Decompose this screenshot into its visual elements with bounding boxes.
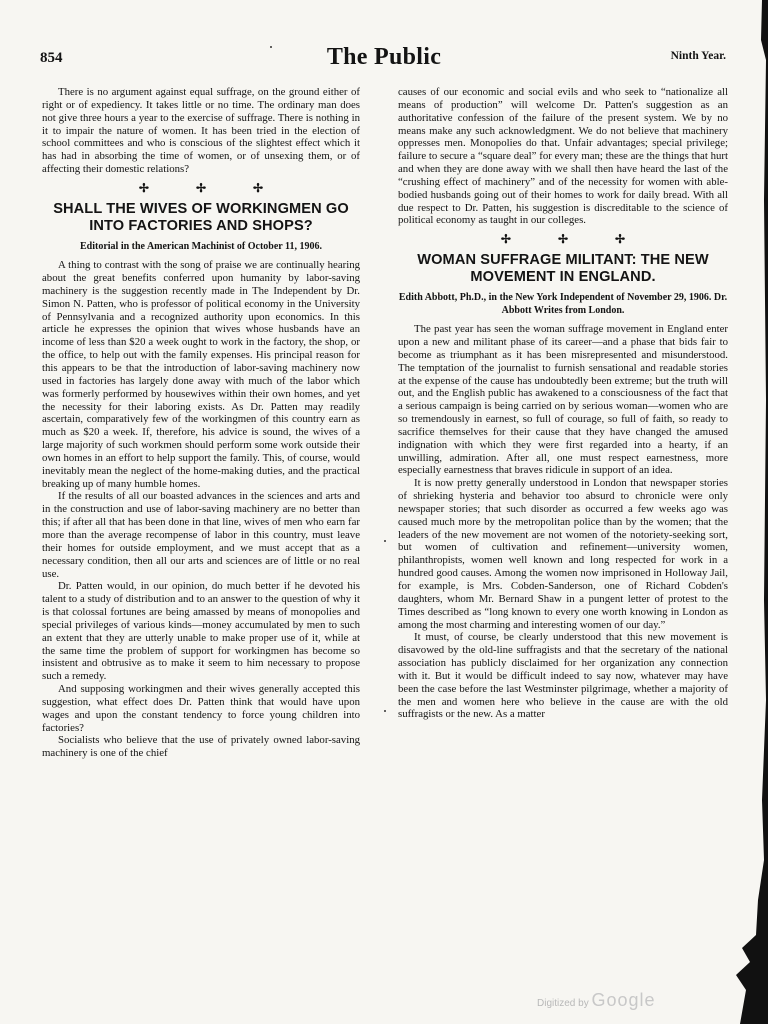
article-paragraph: It must, of course, be clearly understood that this new movement is disavowed by the old-line suffragists and that the secretary of the national association has publicly disclaimed for her organization any connection with it. But it would be difficult indeed to say now, whatever may have been the case before the last Westminster pilgrimage, whether a majority of the men and women here who believe in the cause are with the old suffragists or the new. As a matter <box>398 631 728 721</box>
section-divider: ✢ ✢ ✢ <box>500 232 648 247</box>
article-paragraph: Socialists who believe that the use of privately owned labor-saving machinery is one of the chief <box>42 734 360 760</box>
article-paragraph: If the results of all our boasted advances in the sciences and arts and in the construction and use of labor-saving machinery are no better than this; if after all that has been done in that line, wives of men who earn far more than the average recompense of labor in this country, must leave their homes for outside employment, and we must accept that as a necessary condition, then all our arts and sciences are of little or no real use. <box>42 490 360 580</box>
article-byline: Edith Abbott, Ph.D., in the New York Independent of November 29, 1906. Dr. Abbott Writes from London. <box>398 292 728 316</box>
ink-speck <box>270 46 272 48</box>
watermark-prefix: Digitized by <box>537 998 589 1009</box>
article-paragraph: A thing to contrast with the song of praise we are continually hearing about the great benefits conferred upon humanity by labor-saving machinery is the suggestion recently made in The Independent by Dr. Simon N. Patten, who is professor of political economy in the University of Pennsylvania and a recognized authority upon economics. In this article he expresses the opinion that wives whose husbands have an income of less than $20 a week ought to work in the factory, the shop, or the office, to help out with the family expenses. His principal reason for this appears to be that the introduction of labor-saving machinery now used in factories has largely done away with much of the labor which was formerly performed by housewives within their own homes, and yet the necessity for their laboring exists. As Dr. Patten may readily ascertain, comparatively few of the workingmen of this country earn as much as $20 a week. If, therefore, his advice is sound, the wives of a large majority of such workmen should perform some work outside their own homes in an effort to help support the family. This, of course, would inevitably mean the neglect of the home-making duties, and the practical breaking up of many humble homes. <box>42 259 360 490</box>
watermark-logo: Google <box>591 990 656 1010</box>
article-paragraph: The past year has seen the woman suffrage movement in England enter upon a new and militant phase of its career—and a phase that bids fair to become as triumphant as it has been misrepresented and misunderstood. The temptation of the journalist to furnish sensational and readable stories at the expense of the cause has undoubtedly been extreme; but the truth will out, and the English public has awakened to a consciousness of the fact that a serious campaign is being carried on by serious woman—women who are so tremendously in earnest, so full of courage, so full of faith, so ready to sacrifice themselves for their cause that they have changed the amused indignation with which they were first regarded into a hearty, if an unwilling, admiration. After all, one must respect earnestness, more especially earnestness that braves ridicule in support of an idea. <box>398 323 728 477</box>
left-column <box>42 86 360 760</box>
ink-speck <box>384 540 386 542</box>
article-byline: Editorial in the American Machinist of October 11, 1906. <box>79 240 323 252</box>
page-number: 854 <box>40 50 63 66</box>
torn-edge-ink <box>728 0 768 1024</box>
continued-paragraph: causes of our economic and social evils and who seek to “nationalize all means of production” will welcome Dr. Patten's suggestion as an authoritative confession of the failure of the present system. We by no means make any such acknowledgment. We do not believe that machinery oppresses men. Monopolies do that. Unfair advantages; special privilege; failure to secure a “square deal” for every man; these are the things that hurt and when they are done away with we shall then have heard the last of the “crushing effect of machinery” and of the necessity for women with able-bodied husbands going out of their homes to work for daily bread. With all due respect to Dr. Patten, his suggestion is discreditable to the science of political economy as taught in our colleges. <box>398 86 728 227</box>
article-title: SHALL THE WIVES OF WORKINGMEN GO INTO FACTORIES AND SHOPS? <box>53 200 349 234</box>
intro-paragraph: There is no argument against equal suffrage, on the ground either of right or of expediency. It takes little or no time. The ordinary man does not give three hours a year to the exercise of suffrage. There is nothing in it to impair the nature of women. It has been tried in the election of school committees and who is conscious of the slightest effect which it has had in absorbing the time of women, or of unsexing them, or of affecting their domestic relations? <box>42 86 360 176</box>
article-paragraph: It is now pretty generally understood in London that newspaper stories of shrieking hysteria and behavior too absurd to chronicle were only newspaper stories; that such disorder as occurred a few weeks ago was caused much more by the metropolitan police than by the women; that the leaders of the new movement are not women of the notoriety-seeking sort, but women of cultivation and refinement—university women, philanthropists, women well known and long respected for work in a hundred good causes. Among the women now imprisoned in Holloway Jail, for example, is Mrs. Cobden-Sanderson, one of Richard Cobden's daughters, whom Mr. Bernard Shaw in a pungent letter of protest to the Times described as “long known to every one worth knowing in London as among the most charming and interesting women of our day.” <box>398 477 728 631</box>
section-divider: ✢ ✢ ✢ <box>138 180 286 195</box>
article-title: WOMAN SUFFRAGE MILITANT: THE NEW MOVEMENT IN ENGLAND. <box>417 252 709 286</box>
page-header <box>0 44 768 74</box>
ink-speck <box>384 710 386 712</box>
issue-label: Ninth Year. <box>670 50 726 62</box>
digitized-watermark <box>537 990 656 1011</box>
publication-title: The Public <box>326 44 442 70</box>
article-paragraph: And supposing workingmen and their wives generally accepted this suggestion, what effect does Dr. Patten think that would have upon wages and upon the constant tendency to force young children into factories? <box>42 683 360 734</box>
article-paragraph: Dr. Patten would, in our opinion, do much better if he devoted his talent to a study of distribution and to an answer to the question of why it is that colossal fortunes are being amassed by means of monopolies and special privileges of various kinds—money accumulated by men to such an extent that they are utterly unable to make proper use of it, while at the same time the problem of support for workingmen has become so insistent and obtrusive as to make it seem to him necessary to propose such a remedy. <box>42 580 360 683</box>
right-column <box>398 86 728 721</box>
